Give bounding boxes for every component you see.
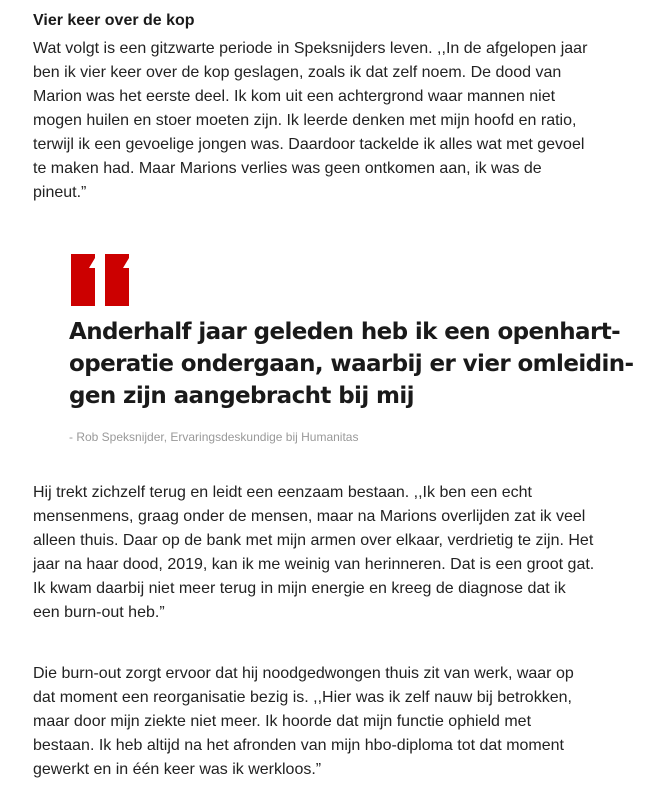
paragraph-line: te maken had. Maar Marions verlies was geen ontkomen aan, ik was de [33, 160, 542, 177]
quote-line: gen zijn aangebracht bij mij [69, 383, 414, 409]
paragraph-line: bestaan. Ik heb altijd na het afronden van mijn hbo-diploma tot dat moment [33, 737, 564, 754]
paragraph-line: mensenmens, graag onder de mensen, maar na Marions overlijden zat ik veel [33, 508, 586, 525]
quote-attribution: - Rob Speksnijder, Ervaringsdeskundige bij Humanitas [69, 430, 359, 444]
paragraph-line: Wat volgt is een gitzwarte periode in Speksnijders leven. ,,In de afgelopen jaar [33, 40, 588, 57]
paragraph-line: gewerkt en in één keer was ik werkloos.” [33, 761, 322, 778]
paragraph-line: een burn-out heb.” [33, 604, 165, 621]
quote-line: Anderhalf jaar geleden heb ik een openhart- [69, 319, 621, 345]
paragraph-1 [33, 37, 633, 205]
section-heading: Vier keer over de kop [33, 12, 195, 29]
paragraph-line: alleen thuis. Daar op de bank met mijn armen over elkaar, verdrietig te zijn. Het [33, 532, 594, 549]
paragraph-line: mogen huilen en stoer moeten zijn. Ik leerde denken met mijn hoofd en ratio, [33, 112, 577, 129]
paragraph-line: jaar na haar dood, 2019, kan ik me weinig van herinneren. Dat is een groot gat. [33, 556, 595, 573]
paragraph-2 [33, 481, 633, 625]
paragraph-line: Die burn-out zorgt ervoor dat hij noodgedwongen thuis zit van werk, waar op [33, 665, 574, 682]
paragraph-line: ben ik vier keer over de kop geslagen, zoals ik dat zelf noem. De dood van [33, 64, 562, 81]
paragraph-line: Ik kwam daarbij niet meer terug in mijn energie en kreeg de diagnose dat ik [33, 580, 566, 597]
quote-mark-icon [69, 254, 131, 306]
paragraph-line: maar door mijn ziekte niet meer. Ik hoorde dat mijn functie ophield met [33, 713, 532, 730]
paragraph-line: Hij trekt zichzelf terug en leidt een eenzaam bestaan. ,,Ik ben een echt [33, 484, 532, 501]
paragraph-line: Marion was het eerste deel. Ik kom uit een achtergrond waar mannen niet [33, 88, 556, 105]
paragraph-line: terwijl ik een gevoelige jongen was. Daardoor tackelde ik alles wat met gevoel [33, 136, 585, 153]
paragraph-line: dat moment een reorganisatie bezig is. ,,Hier was ik zelf nauw bij betrokken, [33, 689, 572, 706]
quote-text [69, 316, 633, 412]
quote-line: operatie ondergaan, waarbij er vier omleidin- [69, 351, 634, 377]
paragraph-3 [33, 662, 633, 782]
paragraph-line: pineut.” [33, 184, 87, 201]
